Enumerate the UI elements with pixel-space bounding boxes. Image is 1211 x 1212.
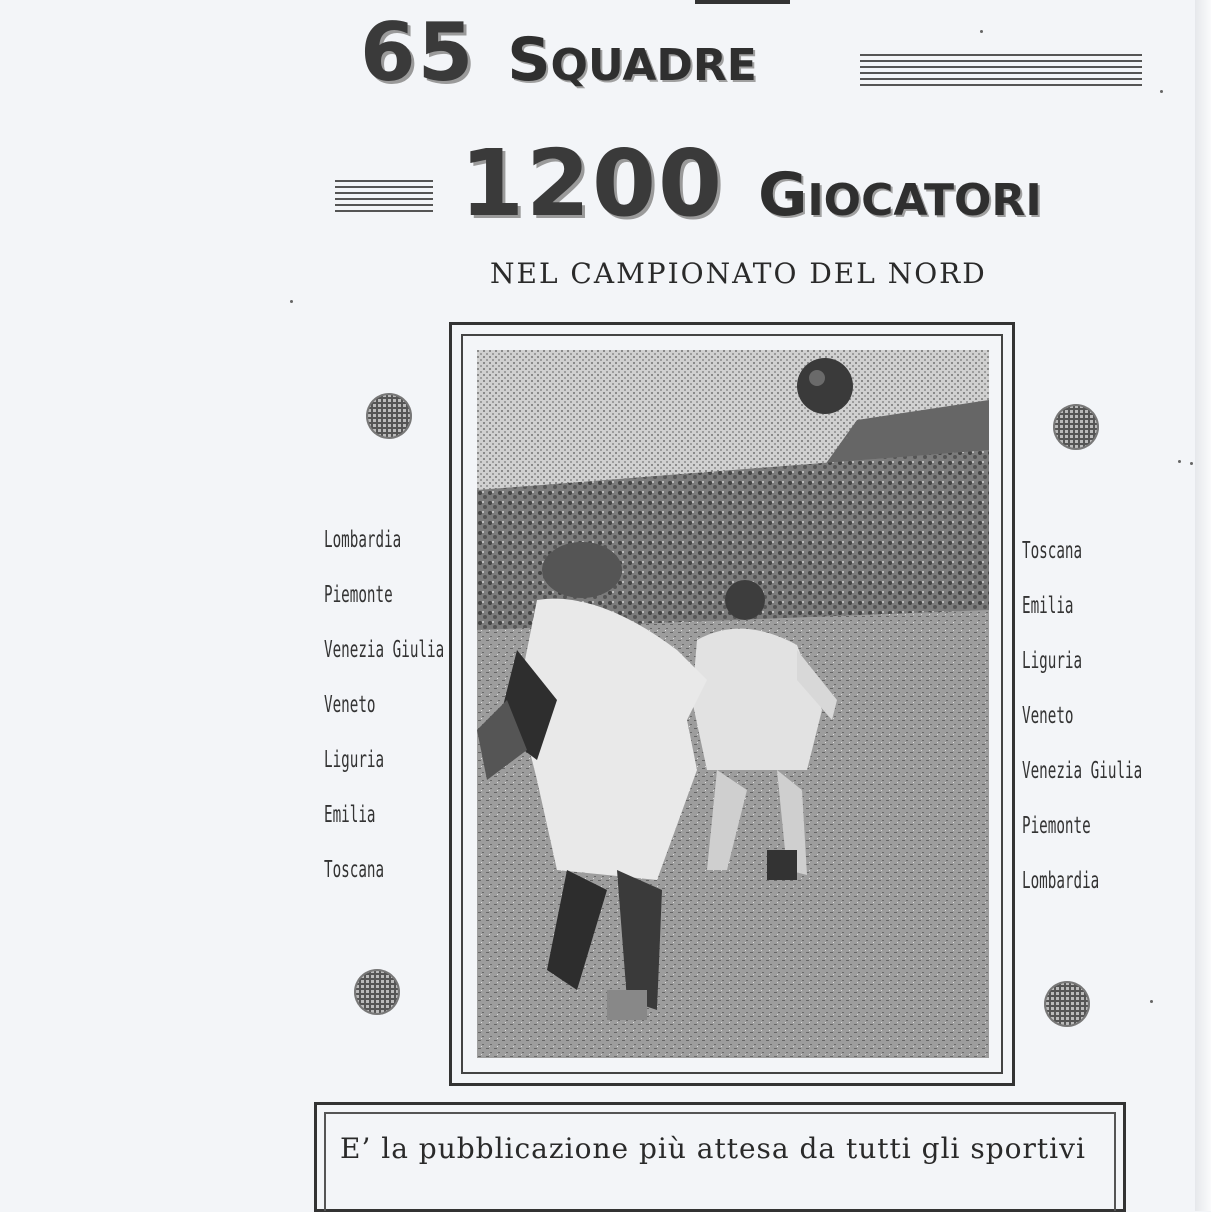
print-speck: [290, 300, 293, 303]
region-item: Toscana: [324, 857, 385, 883]
teams-word: SQUADRE: [507, 25, 757, 95]
region-item: Piemonte: [324, 582, 393, 608]
football-match-photo: [477, 350, 989, 1058]
print-speck: [1150, 1000, 1153, 1003]
region-item: Liguria: [324, 747, 385, 773]
region-item: Emilia: [324, 802, 376, 828]
dot-ornament-bottom-right: [1044, 981, 1090, 1027]
region-item: Piemonte: [1022, 813, 1091, 839]
top-rule: [695, 0, 790, 4]
print-speck: [980, 30, 983, 33]
headline-giocatori: [460, 130, 1042, 237]
teams-count: 65: [360, 6, 476, 99]
headline-squadre: [360, 6, 757, 99]
region-item: Toscana: [1022, 538, 1083, 564]
dot-ornament-bottom-left: [354, 969, 400, 1015]
print-speck: [1190, 462, 1193, 465]
print-speck: [1160, 90, 1163, 93]
left-region-list: [324, 513, 518, 898]
region-item: Liguria: [1022, 648, 1083, 674]
subtitle: NEL CAMPIONATO DEL NORD: [490, 257, 987, 290]
region-item: Venezia Giulia: [324, 637, 445, 663]
region-item: Lombardia: [324, 527, 402, 553]
tagline: E’ la pubblicazione più attesa da tutti gli sportivi: [340, 1132, 1086, 1165]
players-word: GIOCATORI: [758, 160, 1042, 230]
players-count: 1200: [460, 130, 725, 237]
dot-ornament-top-left: [366, 393, 412, 439]
region-item: Venezia Giulia: [1022, 758, 1143, 784]
print-speck: [1178, 460, 1181, 463]
region-item: Veneto: [324, 692, 376, 718]
right-region-list: [1022, 524, 1211, 909]
region-item: Emilia: [1022, 593, 1074, 619]
rule-lines-left: [335, 180, 433, 216]
region-item: Veneto: [1022, 703, 1074, 729]
page-edge-shadow: [1195, 0, 1211, 1211]
dot-ornament-top-right: [1053, 404, 1099, 450]
region-item: Lombardia: [1022, 868, 1100, 894]
rule-lines-right: [860, 54, 1142, 90]
